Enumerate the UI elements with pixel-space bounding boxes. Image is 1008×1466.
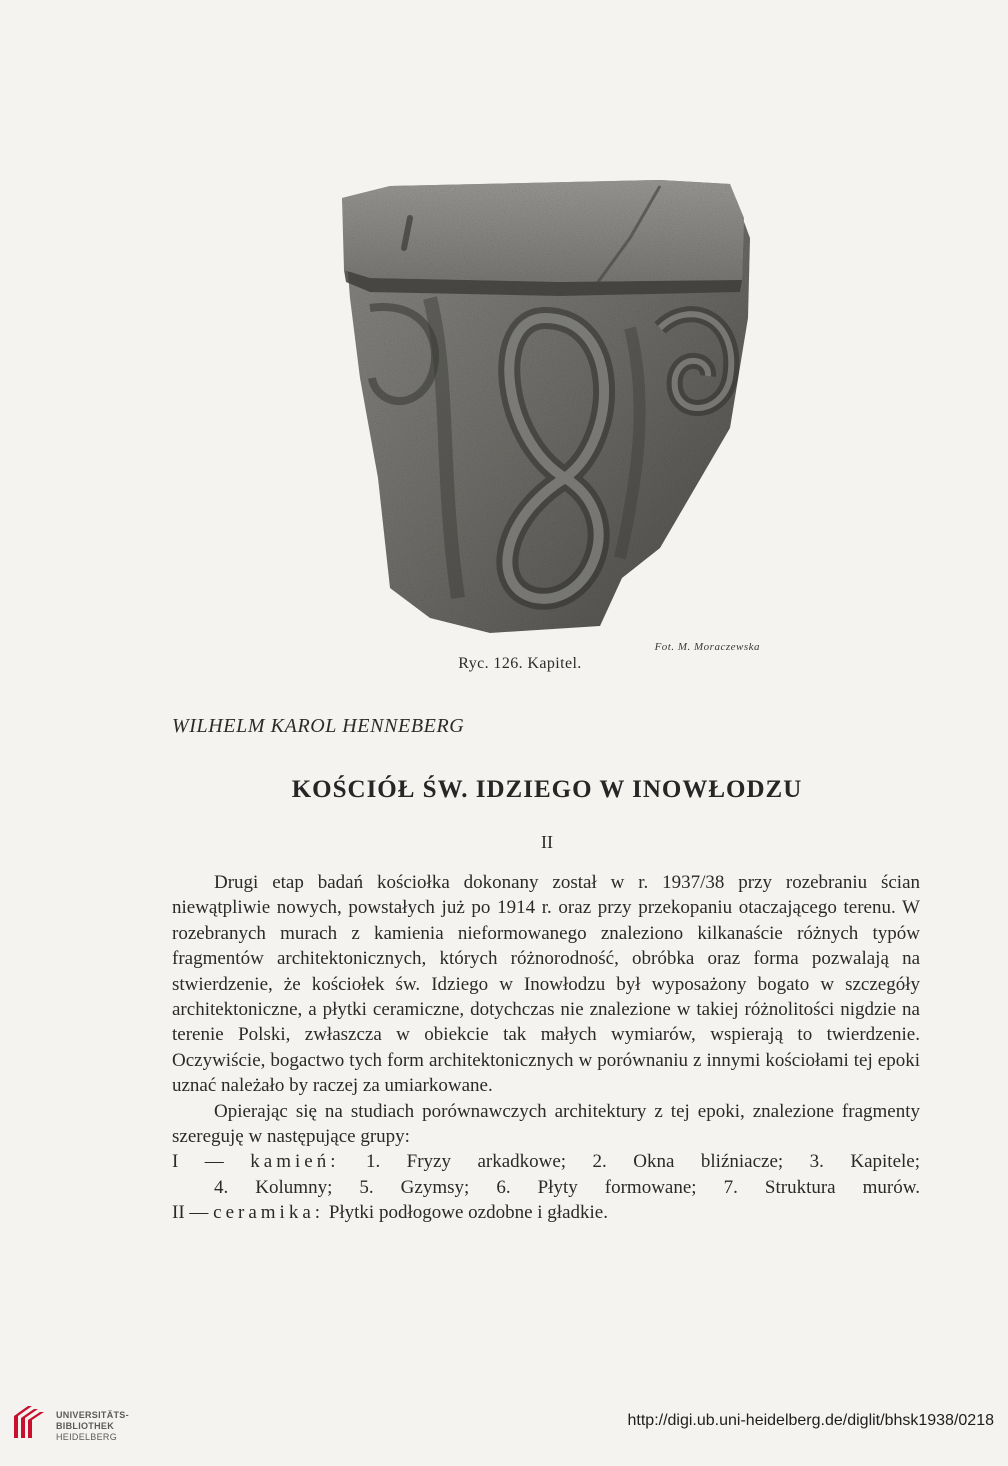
group-2-line: [172, 1200, 920, 1225]
library-logo-icon: [10, 1402, 50, 1442]
section-number: II: [541, 832, 553, 852]
article-body: [172, 870, 920, 1226]
article-author: WILHELM KAROL HENNEBERG: [172, 715, 465, 737]
figure-caption: Ryc. 126. Kapitel.: [458, 655, 582, 672]
capital-stone-image: [330, 178, 760, 638]
logo-line-2: BIBLIOTHEK: [56, 1421, 114, 1431]
capital-photograph: [330, 178, 760, 638]
group-1-label: kamień:: [250, 1151, 340, 1173]
logo-line-3: HEIDELBERG: [56, 1432, 118, 1442]
library-logo-text: [56, 1410, 129, 1443]
paragraph-2: Opierając się na studiach porównawczych architektury z tej epoki, znalezione fragmenty szereguję w następujące grupy:: [172, 1100, 920, 1148]
page-footer: [0, 1398, 1008, 1448]
group-1-continuation: 4. Kolumny; 5. Gzymsy; 6. Płyty formowane; 7. Struktura murów.: [214, 1176, 920, 1198]
group-1-line: [172, 1149, 920, 1174]
group-2-prefix: II —: [172, 1202, 214, 1224]
group-1-prefix: I —: [172, 1151, 251, 1173]
permalink-url[interactable]: http://digi.ub.uni-heidelberg.de/diglit/bhsk1938/0218: [627, 1412, 994, 1429]
group-2-items: Płytki podłogowe ozdobne i gładkie.: [328, 1202, 608, 1224]
article-title: KOŚCIÓŁ ŚW. IDZIEGO W INOWŁODZU: [291, 776, 803, 803]
logo-line-1: UNIVERSITÄTS-: [56, 1410, 129, 1420]
group-2-label: ceramika:: [213, 1202, 325, 1224]
group-1-items-a: 1. Fryzy arkadkowe; 2. Okna bliźniacze; 3. Kapitele;: [365, 1151, 920, 1173]
photo-credit: Fot. M. Moraczewska: [654, 641, 760, 653]
paragraph-1: Drugi etap badań kościołka dokonany został w r. 1937/38 przy rozebraniu ścian niewątpliwie nowych, powstałych już po 1914 r. oraz przy przekopaniu otaczającego terenu. W rozebranych murach z kamienia nieformowanego znaleziono kilkanaście różnych typów fragmentów architektonicznych, których różnorodność, obróbka oraz forma pozwalają na stwierdzenie, że kościołek św. Idziego w Inowłodzu był wyposażony bogato w szczegóły architektoniczne, a płytki ceramiczne, dotychczas nie znalezione w takiej różnolitości nigdzie na terenie Polski, zwłaszcza w obiekcie tak małych wymiarów, wspierają to twierdzenie. Oczywiście, bogactwo tych form architektonicznych w porównaniu z innymi kościołami tej epoki uznać należało by raczej za umiarkowane.: [172, 872, 920, 1097]
